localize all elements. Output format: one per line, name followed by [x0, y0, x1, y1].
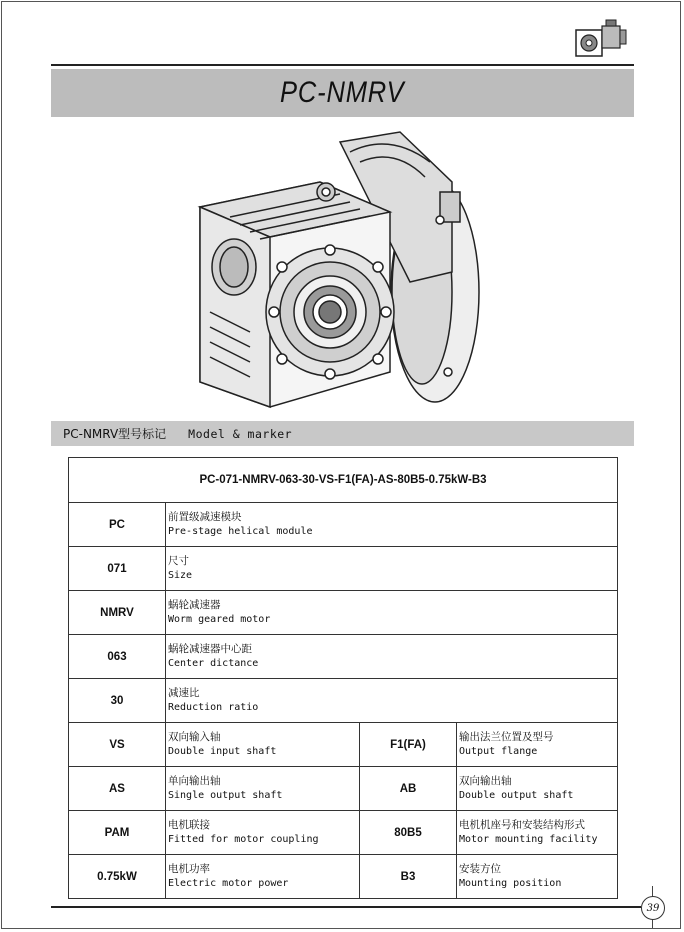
row-description — [166, 547, 618, 591]
model-spec-table — [68, 457, 618, 899]
table-row — [69, 855, 618, 899]
row-description-secondary — [457, 723, 618, 767]
row-description — [166, 811, 360, 855]
page-number: 39 — [641, 896, 665, 920]
bottom-rule — [51, 906, 641, 908]
row-desc2-en: Mounting position — [459, 878, 562, 889]
table-row — [69, 767, 618, 811]
page-title: PC-NMRV — [280, 76, 405, 109]
table-row — [69, 503, 618, 547]
row-description — [166, 679, 618, 723]
title-band — [51, 69, 634, 117]
row-code-secondary: AB — [360, 767, 457, 811]
row-description-secondary — [457, 811, 618, 855]
row-desc-en: Double input shaft — [168, 746, 277, 757]
row-desc2-cn: 输出法兰位置及型号 — [459, 731, 554, 743]
section-heading — [51, 421, 634, 446]
section-label-en: Model & marker — [188, 426, 293, 441]
row-description — [166, 723, 360, 767]
row-description — [166, 855, 360, 899]
row-desc-en: Pre-stage helical module — [168, 526, 313, 537]
row-code: PC — [69, 503, 166, 547]
row-description — [166, 591, 618, 635]
row-desc-cn: 电机功率 — [168, 863, 210, 875]
model-code-row — [69, 458, 618, 503]
row-desc-en: Worm geared motor — [168, 614, 271, 625]
row-description-secondary — [457, 767, 618, 811]
row-desc-cn: 双向输入轴 — [168, 731, 221, 743]
row-desc2-en: Output flange — [459, 746, 538, 757]
row-code: 071 — [69, 547, 166, 591]
row-description — [166, 767, 360, 811]
worm-gearbox-illustration — [190, 122, 490, 418]
row-desc-cn: 电机联接 — [168, 819, 210, 831]
row-desc-cn: 蜗轮减速器 — [168, 599, 221, 611]
table-row — [69, 679, 618, 723]
row-desc2-en: Double output shaft — [459, 790, 574, 801]
row-description — [166, 635, 618, 679]
row-desc-en: Fitted for motor coupling — [168, 834, 319, 845]
row-desc-en: Center dictance — [168, 658, 259, 669]
row-desc2-cn: 安装方位 — [459, 863, 501, 875]
table-row — [69, 591, 618, 635]
row-desc2-cn: 电机机座号和安装结构形式 — [459, 819, 585, 831]
row-desc-cn: 减速比 — [168, 687, 200, 699]
row-desc-en: Single output shaft — [168, 790, 283, 801]
row-desc-en: Size — [168, 570, 193, 581]
row-code-secondary: 80B5 — [360, 811, 457, 855]
row-code: 063 — [69, 635, 166, 679]
row-code: VS — [69, 723, 166, 767]
table-row — [69, 811, 618, 855]
row-code: AS — [69, 767, 166, 811]
row-code: 0.75kW — [69, 855, 166, 899]
gearbox-logo-icon — [572, 16, 628, 60]
row-code: NMRV — [69, 591, 166, 635]
row-desc-cn: 蜗轮减速器中心距 — [168, 643, 252, 655]
table-row — [69, 547, 618, 591]
row-desc2-en: Motor mounting facility — [459, 834, 598, 845]
row-description — [166, 503, 618, 547]
row-desc-cn: 单向输出轴 — [168, 775, 221, 787]
row-code-secondary: B3 — [360, 855, 457, 899]
row-desc2-cn: 双向输出轴 — [459, 775, 512, 787]
row-desc-en: Electric motor power — [168, 878, 289, 889]
row-description-secondary — [457, 855, 618, 899]
row-code-secondary: F1(FA) — [360, 723, 457, 767]
row-desc-en: Reduction ratio — [168, 702, 259, 713]
row-desc-cn: 前置级减速模块 — [168, 511, 242, 523]
section-label-cn: PC-NMRV型号标记 — [63, 427, 167, 441]
table-row — [69, 635, 618, 679]
row-code: 30 — [69, 679, 166, 723]
model-code: PC-071-NMRV-063-30-VS-F1(FA)-AS-80B5-0.75kW-B3 — [69, 458, 618, 503]
table-row — [69, 723, 618, 767]
row-code: PAM — [69, 811, 166, 855]
row-desc-cn: 尺寸 — [168, 555, 189, 567]
top-rule — [51, 64, 634, 66]
